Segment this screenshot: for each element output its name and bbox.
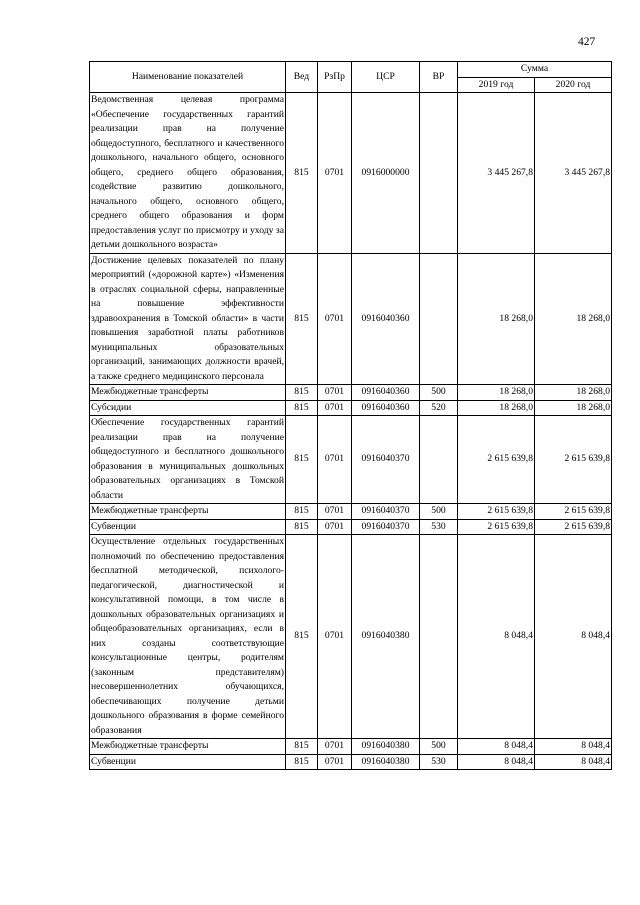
row-vr-cell: 520 [420,400,458,416]
header-rzpr: РзПр [318,62,352,93]
row-ved-cell: 815 [286,416,318,504]
table-row [90,519,612,535]
row-2019-cell: 2 615 639,8 [458,504,535,520]
row-2020-cell: 8 048,4 [535,535,612,739]
row-csr-cell: 0916040380 [352,754,420,770]
row-ved-cell: 815 [286,535,318,739]
header-sum: Сумма [458,62,612,78]
row-ved-cell: 815 [286,93,318,254]
row-vr-cell [420,93,458,254]
header-ved: Вед [286,62,318,93]
row-vr-cell: 500 [420,385,458,401]
header-2020: 2020 год [535,77,612,93]
table-row [90,535,612,739]
row-2019-cell: 18 268,0 [458,253,535,385]
row-vr-cell: 530 [420,754,458,770]
row-rzpr-cell: 0701 [318,504,352,520]
table-row [90,416,612,504]
row-name-cell: Межбюджетные трансферты [90,385,286,401]
row-rzpr-cell: 0701 [318,416,352,504]
row-ved-cell: 815 [286,519,318,535]
row-2020-cell: 18 268,0 [535,385,612,401]
row-2020-cell: 18 268,0 [535,400,612,416]
budget-table [89,61,612,770]
row-2019-cell: 8 048,4 [458,739,535,755]
row-vr-cell: 530 [420,519,458,535]
row-rzpr-cell: 0701 [318,739,352,755]
row-rzpr-cell: 0701 [318,535,352,739]
row-rzpr-cell: 0701 [318,385,352,401]
row-2019-cell: 2 615 639,8 [458,519,535,535]
row-name-cell: Достижение целевых показателей по плану мероприятий («дорожной карте») «Изменения в отраслях социальной сферы, направленные на повышение эффективности здравоохранения в Томской области» в части повышения заработной платы работников муниципальных образовательных организаций, занимающих должности врачей, а также среднего медицинского персонала [90,253,286,385]
row-2020-cell: 2 615 639,8 [535,416,612,504]
row-name-cell: Осуществление отдельных государственных полномочий по обеспечению предоставления бесплатной методической, психолого-педагогической, диагностической и консультативной помощи, в том числе в дошкольных образовательных организациях и общеобразовательных организациях, если в них созданы соответствующие консультационные центры, родителям (законным представителям) несовершеннолетних обучающихся, обеспечивающих получение детьми дошкольного образования в форме семейного образования [90,535,286,739]
row-2019-cell: 3 445 267,8 [458,93,535,254]
header-csr: ЦСР [352,62,420,93]
page-number: 427 [578,36,596,48]
row-2020-cell: 2 615 639,8 [535,519,612,535]
table-row [90,754,612,770]
row-name-cell: Межбюджетные трансферты [90,739,286,755]
row-name-cell: Субсидии [90,400,286,416]
row-csr-cell: 0916000000 [352,93,420,254]
row-vr-cell [420,253,458,385]
row-vr-cell [420,535,458,739]
row-name-cell: Обеспечение государственных гарантий реализации прав на получение общедоступного и бесплатного дошкольного образования в муниципальных дошкольных образовательных организациях в Томской области [90,416,286,504]
row-name-cell: Субвенции [90,754,286,770]
row-2020-cell: 8 048,4 [535,739,612,755]
row-2019-cell: 2 615 639,8 [458,416,535,504]
row-2020-cell: 3 445 267,8 [535,93,612,254]
row-2020-cell: 8 048,4 [535,754,612,770]
row-name-cell: Субвенции [90,519,286,535]
row-vr-cell [420,416,458,504]
table-row [90,253,612,385]
row-rzpr-cell: 0701 [318,400,352,416]
row-vr-cell: 500 [420,504,458,520]
row-rzpr-cell: 0701 [318,253,352,385]
row-csr-cell: 0916040370 [352,504,420,520]
row-ved-cell: 815 [286,253,318,385]
row-csr-cell: 0916040380 [352,535,420,739]
header-2019: 2019 год [458,77,535,93]
row-csr-cell: 0916040360 [352,400,420,416]
table-row [90,385,612,401]
table-row [90,504,612,520]
table-row [90,739,612,755]
row-csr-cell: 0916040380 [352,739,420,755]
row-csr-cell: 0916040360 [352,253,420,385]
row-ved-cell: 815 [286,754,318,770]
row-rzpr-cell: 0701 [318,754,352,770]
row-name-cell: Межбюджетные трансферты [90,504,286,520]
row-vr-cell: 500 [420,739,458,755]
row-2019-cell: 18 268,0 [458,385,535,401]
row-2020-cell: 18 268,0 [535,253,612,385]
row-2019-cell: 8 048,4 [458,754,535,770]
row-2020-cell: 2 615 639,8 [535,504,612,520]
row-2019-cell: 18 268,0 [458,400,535,416]
row-rzpr-cell: 0701 [318,93,352,254]
row-ved-cell: 815 [286,400,318,416]
row-name-cell: Ведомственная целевая программа «Обеспечение государственных гарантий реализации прав на получение общедоступного, бесплатного и качественного дошкольного, начального общего, основного общего, среднего общего образования, содействие развитию дошкольного, начального общего, основного общего, среднего общего образования и форм предоставления услуг по присмотру и уходу за детьми дошкольного возраста» [90,93,286,254]
header-name: Наименование показателей [90,62,286,93]
table-row [90,400,612,416]
header-vr: ВР [420,62,458,93]
row-ved-cell: 815 [286,385,318,401]
row-rzpr-cell: 0701 [318,519,352,535]
row-ved-cell: 815 [286,739,318,755]
row-csr-cell: 0916040370 [352,416,420,504]
table-row [90,93,612,254]
row-csr-cell: 0916040360 [352,385,420,401]
row-csr-cell: 0916040370 [352,519,420,535]
row-ved-cell: 815 [286,504,318,520]
row-2019-cell: 8 048,4 [458,535,535,739]
